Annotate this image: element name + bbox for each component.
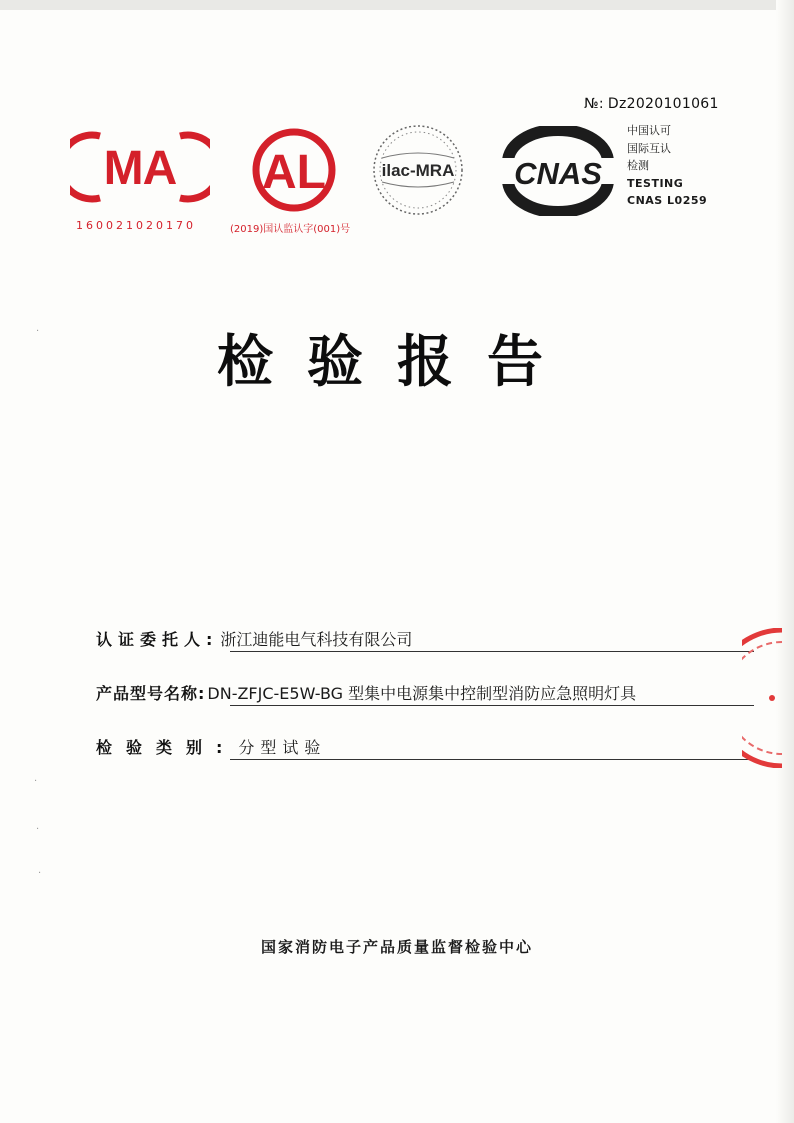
scan-speck: · bbox=[34, 776, 38, 787]
cma-logo-text: MA bbox=[103, 142, 177, 195]
report-title: 检验报告 bbox=[217, 330, 577, 395]
scan-speck: · bbox=[36, 824, 40, 835]
field-test-type-underline bbox=[230, 759, 754, 760]
official-seal-icon bbox=[742, 628, 782, 768]
field-product-underline bbox=[230, 705, 754, 706]
scan-speck: · bbox=[36, 326, 40, 337]
field-test-type bbox=[96, 732, 326, 758]
field-test-type-value: 分型试验 bbox=[238, 738, 327, 757]
field-product-label: 产品型号名称: bbox=[96, 684, 206, 703]
ilac-mra-logo-icon bbox=[368, 118, 468, 222]
field-client-label: 认证委托人: bbox=[96, 630, 219, 649]
cnas-line-5: CNAS L0259 bbox=[627, 194, 708, 207]
report-number-label: №: bbox=[584, 96, 604, 112]
field-product bbox=[96, 678, 636, 704]
field-client-value: 浙江迪能电气科技有限公司 bbox=[220, 630, 413, 649]
field-test-type-label: 检验类别: bbox=[96, 738, 237, 757]
cnas-line-1: 中国认可 bbox=[627, 124, 671, 137]
cma-number: 160021020170 bbox=[76, 219, 196, 232]
field-client-underline bbox=[230, 651, 754, 652]
cal-caption: (2019)国认监认字(001)号 bbox=[230, 224, 351, 235]
cnas-logo-icon bbox=[496, 126, 620, 216]
cnas-line-4: TESTING bbox=[627, 176, 684, 190]
cma-logo-icon bbox=[70, 130, 210, 204]
field-client bbox=[96, 624, 412, 650]
report-number bbox=[584, 96, 719, 112]
scan-speck: · bbox=[38, 868, 42, 879]
report-number-value: Dz2020101061 bbox=[607, 96, 719, 112]
cal-logo-text: AL bbox=[262, 146, 326, 199]
cnas-logo-text: CNAS bbox=[514, 156, 602, 191]
cnas-line-3: 检测 bbox=[627, 159, 649, 172]
ilac-mra-logo-text: ilac-MRA bbox=[381, 161, 455, 180]
cal-logo-icon bbox=[242, 126, 346, 212]
scan-top-edge bbox=[0, 0, 794, 10]
field-product-value: DN-ZFJC-E5W-BG 型集中电源集中控制型消防应急照明灯具 bbox=[207, 684, 637, 703]
cnas-accreditation-info bbox=[627, 122, 707, 210]
issuing-organization: 国家消防电子产品质量监督检验中心 bbox=[260, 938, 533, 956]
cnas-line-2: 国际互认 bbox=[627, 141, 671, 155]
